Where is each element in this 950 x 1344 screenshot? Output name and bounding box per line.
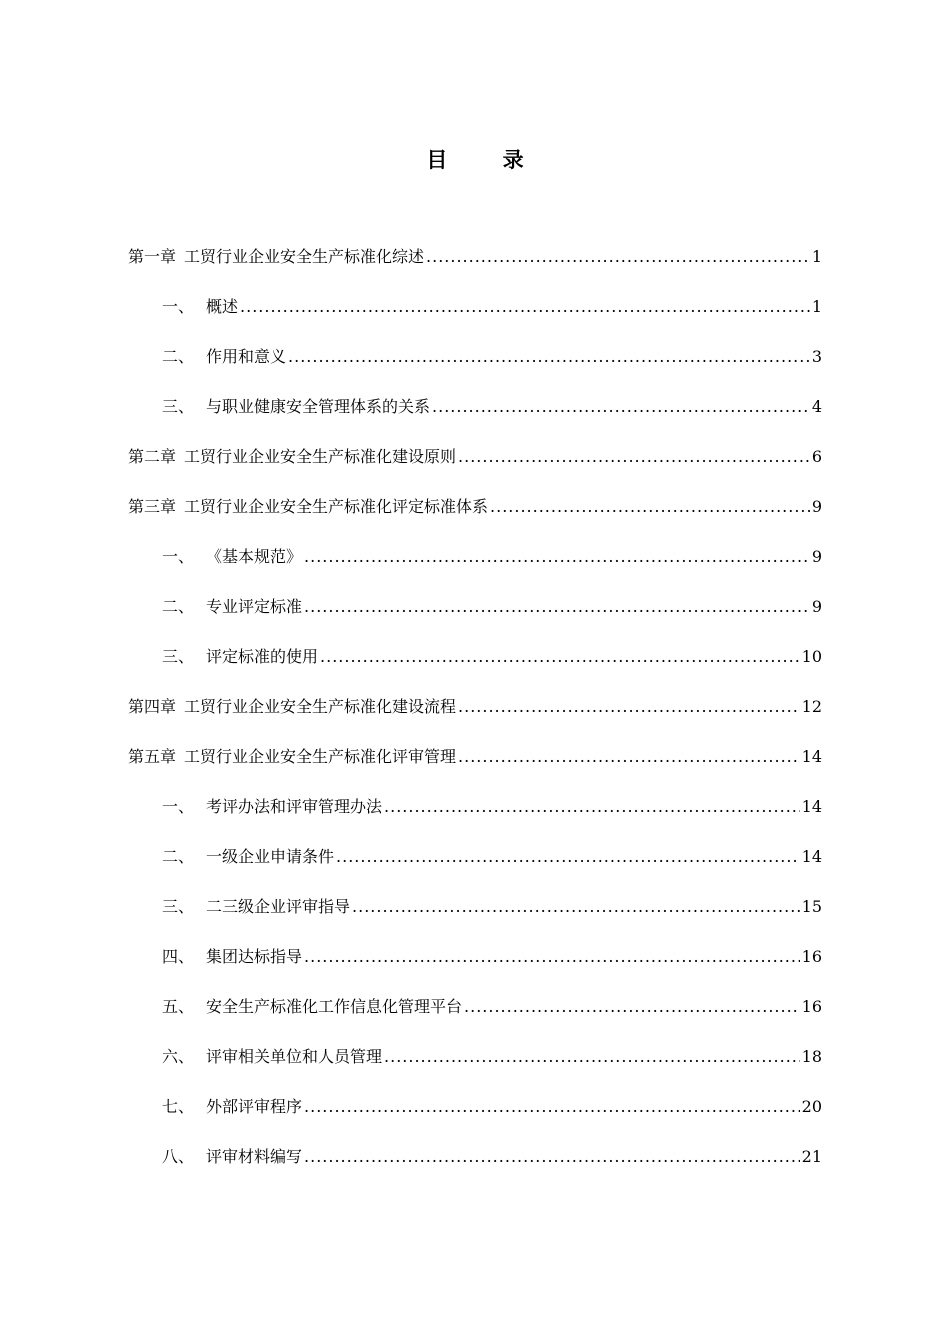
toc-entry-label: 外部评审程序 (206, 1097, 303, 1116)
toc-entry-label: 工贸行业企业安全生产标准化建设原则 (184, 447, 457, 466)
toc-entry[interactable] (128, 641, 822, 691)
toc-entry[interactable] (128, 1141, 822, 1191)
toc-entry-label: 工贸行业企业安全生产标准化建设流程 (184, 697, 457, 716)
toc-dot-leader (320, 641, 800, 673)
toc-dot-leader (490, 491, 810, 523)
toc-entry[interactable] (128, 1091, 822, 1141)
toc-entry-number: 四、 (162, 947, 195, 966)
toc-entry[interactable] (128, 241, 822, 291)
toc-entry-number: 一、 (162, 547, 195, 566)
toc-entry-number: 第四章 (128, 697, 177, 716)
toc-entry-number: 六、 (162, 1047, 195, 1066)
toc-dot-leader (304, 1141, 800, 1173)
toc-entry-number: 第五章 (128, 747, 177, 766)
toc-entry[interactable] (128, 691, 822, 741)
toc-entry-number: 三、 (162, 397, 195, 416)
toc-entry[interactable] (128, 291, 822, 341)
toc-page-number: 1 (811, 247, 822, 266)
toc-entry[interactable] (128, 891, 822, 941)
toc-dot-leader (458, 741, 800, 773)
toc-page-number: 20 (801, 1097, 822, 1116)
toc-entry[interactable] (128, 1041, 822, 1091)
toc-list (128, 241, 822, 1191)
toc-entry[interactable] (128, 741, 822, 791)
toc-entry[interactable] (128, 791, 822, 841)
toc-entry-number: 三、 (162, 647, 195, 666)
toc-entry-number: 第一章 (128, 247, 177, 266)
toc-entry[interactable] (128, 991, 822, 1041)
toc-entry[interactable] (128, 441, 822, 491)
toc-entry-label: 评审材料编写 (206, 1147, 303, 1166)
toc-page-number: 18 (801, 1047, 822, 1066)
toc-title: 目 录 (426, 147, 548, 172)
toc-page-number: 12 (801, 697, 822, 716)
toc-dot-leader (464, 991, 800, 1023)
toc-entry-label: 工贸行业企业安全生产标准化评审管理 (184, 747, 457, 766)
toc-entry[interactable] (128, 341, 822, 391)
toc-entry-number: 二、 (162, 347, 195, 366)
toc-dot-leader (240, 291, 810, 323)
toc-dot-leader (384, 791, 800, 823)
toc-dot-leader (458, 441, 810, 473)
toc-dot-leader (426, 241, 810, 273)
toc-entry[interactable] (128, 491, 822, 541)
toc-entry-number: 第二章 (128, 447, 177, 466)
toc-dot-leader (352, 891, 800, 923)
toc-entry-label: 与职业健康安全管理体系的关系 (206, 397, 431, 416)
toc-entry-number: 二、 (162, 847, 195, 866)
toc-entry[interactable] (128, 541, 822, 591)
toc-entry-number: 八、 (162, 1147, 195, 1166)
toc-entry-label: 概述 (206, 297, 239, 316)
toc-page-number: 9 (811, 547, 822, 566)
toc-entry-number: 二、 (162, 597, 195, 616)
toc-entry-label: 二三级企业评审指导 (206, 897, 351, 916)
toc-page-number: 6 (811, 447, 822, 466)
toc-entry-label: 评审相关单位和人员管理 (206, 1047, 383, 1066)
toc-entry-label: 安全生产标准化工作信息化管理平台 (206, 997, 463, 1016)
toc-page-number: 1 (811, 297, 822, 316)
toc-dot-leader (304, 591, 810, 623)
toc-page-number: 9 (811, 497, 822, 516)
toc-entry-number: 一、 (162, 297, 195, 316)
toc-entry-label: 评定标准的使用 (206, 647, 319, 666)
toc-dot-leader (304, 1091, 800, 1123)
toc-page-number: 9 (811, 597, 822, 616)
toc-entry-number: 五、 (162, 997, 195, 1016)
toc-page-number: 15 (801, 897, 822, 916)
toc-entry-label: 一级企业申请条件 (206, 847, 335, 866)
toc-page-number: 4 (811, 397, 822, 416)
toc-entry[interactable] (128, 841, 822, 891)
toc-page-number: 14 (801, 847, 822, 866)
toc-page-number: 3 (811, 347, 822, 366)
toc-entry-number: 一、 (162, 797, 195, 816)
toc-entry-label: 工贸行业企业安全生产标准化综述 (184, 247, 425, 266)
toc-dot-leader (384, 1041, 800, 1073)
toc-page-number: 16 (801, 997, 822, 1016)
toc-entry-number: 七、 (162, 1097, 195, 1116)
toc-entry-label: 考评办法和评审管理办法 (206, 797, 383, 816)
toc-page-number: 10 (801, 647, 822, 666)
toc-page-number: 16 (801, 947, 822, 966)
toc-dot-leader (288, 341, 810, 373)
toc-dot-leader (336, 841, 800, 873)
toc-entry-label: 工贸行业企业安全生产标准化评定标准体系 (184, 497, 489, 516)
toc-entry-label: 专业评定标准 (206, 597, 303, 616)
toc-entry-number: 三、 (162, 897, 195, 916)
toc-dot-leader (432, 391, 810, 423)
toc-entry-label: 集团达标指导 (206, 947, 303, 966)
toc-dot-leader (458, 691, 800, 723)
toc-dot-leader (304, 541, 810, 573)
toc-entry[interactable] (128, 941, 822, 991)
toc-dot-leader (304, 941, 800, 973)
toc-page-number: 21 (801, 1147, 822, 1166)
toc-entry-label: 作用和意义 (206, 347, 287, 366)
toc-entry-number: 第三章 (128, 497, 177, 516)
toc-entry[interactable] (128, 591, 822, 641)
toc-entry-label: 《基本规范》 (206, 547, 303, 566)
toc-page-number: 14 (801, 797, 822, 816)
toc-page-number: 14 (801, 747, 822, 766)
toc-entry[interactable] (128, 391, 822, 441)
